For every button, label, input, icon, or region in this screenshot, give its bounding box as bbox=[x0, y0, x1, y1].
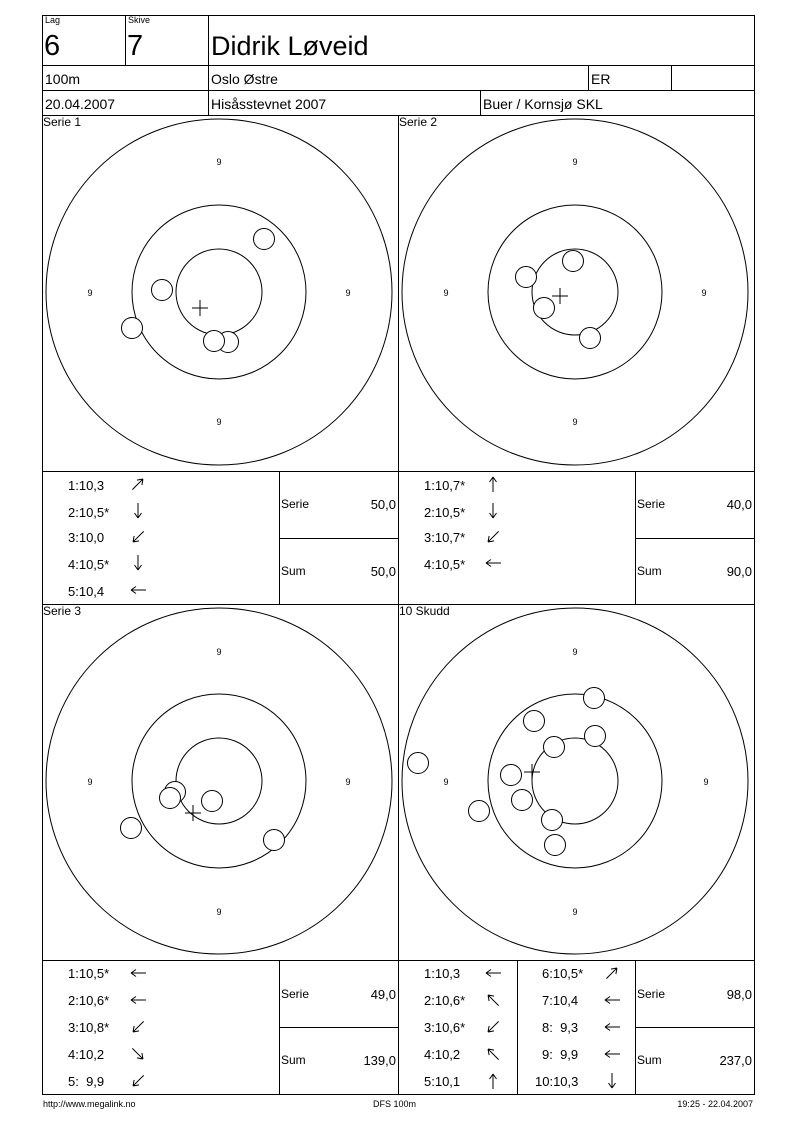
serie-label: Serie bbox=[637, 987, 666, 1001]
shot-hole bbox=[584, 688, 605, 709]
ring-label: 9 bbox=[87, 288, 93, 298]
shot-direction-left-icon bbox=[604, 992, 620, 1008]
shot-entry: 5:10,1 bbox=[424, 1074, 461, 1089]
panel-title-10-skudd: 10 Skudd bbox=[399, 604, 450, 618]
shot-direction-up-left-icon bbox=[485, 1046, 501, 1062]
shot-entry: 4:10,5* bbox=[68, 557, 110, 572]
shot-entry: 4:10,5* bbox=[424, 557, 466, 572]
ring-label: 9 bbox=[572, 417, 578, 427]
shot-entry: 2:10,5* bbox=[424, 505, 466, 520]
shot-direction-up-right-icon bbox=[604, 965, 620, 981]
shot-entry: 2:10,6* bbox=[68, 993, 110, 1008]
shot-hole bbox=[544, 737, 565, 758]
shot-direction-left-icon bbox=[485, 965, 501, 981]
event: Hisåsstevnet 2007 bbox=[211, 96, 327, 112]
shot-direction-left-icon bbox=[604, 1019, 620, 1035]
shot-hole bbox=[121, 818, 142, 839]
shot-entry: 3:10,0 bbox=[68, 530, 105, 545]
target-serie-2 bbox=[398, 115, 754, 471]
shot-direction-left-icon bbox=[130, 965, 146, 981]
skive-value: 7 bbox=[127, 30, 144, 62]
shot-direction-up-icon bbox=[485, 476, 501, 492]
shot-hole bbox=[160, 788, 181, 809]
ring-label: 9 bbox=[572, 907, 578, 917]
footer-system: DFS 100m bbox=[373, 1099, 417, 1109]
sum-value: 90,0 bbox=[726, 564, 752, 579]
shot-direction-down-icon bbox=[485, 503, 501, 519]
serie-label: Serie bbox=[637, 497, 666, 511]
sum-value: 50,0 bbox=[370, 564, 396, 579]
shot-entry: 4:10,2 bbox=[68, 1047, 105, 1062]
shot-direction-down-icon bbox=[130, 555, 146, 571]
shot-direction-up-icon bbox=[485, 1073, 501, 1089]
club: Oslo Østre bbox=[211, 71, 278, 87]
ring-label: 9 bbox=[345, 288, 351, 298]
shot-direction-down-left-icon bbox=[485, 529, 501, 545]
shot-direction-left-icon bbox=[130, 582, 146, 598]
shot-hole bbox=[408, 753, 429, 774]
shot-hole bbox=[501, 765, 522, 786]
panel-title-serie-3: Serie 3 bbox=[43, 604, 82, 618]
footer-url[interactable]: http://www.megalink.no bbox=[43, 1099, 136, 1109]
ring-label: 9 bbox=[703, 777, 709, 787]
sum-value: 237,0 bbox=[719, 1053, 752, 1068]
shooter-name: Didrik Løveid bbox=[211, 31, 369, 61]
shot-holes bbox=[516, 251, 601, 349]
shot-hole bbox=[563, 251, 584, 272]
serie-value: 50,0 bbox=[370, 497, 396, 512]
ring-label: 9 bbox=[443, 288, 449, 298]
shot-hole bbox=[545, 835, 566, 856]
shot-entry: 2:10,6* bbox=[424, 993, 466, 1008]
serie-value: 49,0 bbox=[370, 987, 396, 1002]
shot-direction-left-icon bbox=[604, 1046, 620, 1062]
shot-direction-down-left-icon bbox=[485, 1019, 501, 1035]
shot-hole bbox=[534, 298, 555, 319]
shot-entry: 1:10,3 bbox=[68, 478, 105, 493]
shot-entry: 3:10,8* bbox=[68, 1020, 110, 1035]
skive-label: Skive bbox=[128, 15, 151, 25]
date: 20.04.2007 bbox=[45, 96, 116, 112]
distance: 100m bbox=[45, 71, 81, 87]
ring-label: 9 bbox=[216, 157, 222, 167]
shot-direction-down-left-icon bbox=[130, 529, 146, 545]
serie-value: 98,0 bbox=[726, 987, 752, 1002]
sum-label: Sum bbox=[637, 564, 662, 578]
target-serie-1 bbox=[42, 115, 398, 471]
mean-point-cross bbox=[192, 300, 208, 316]
panel-title-serie-2: Serie 2 bbox=[399, 115, 438, 129]
ring-label: 9 bbox=[572, 157, 578, 167]
shot-holes bbox=[121, 782, 285, 851]
footer-timestamp: 19:25 - 22.04.2007 bbox=[677, 1099, 753, 1109]
sum-value: 139,0 bbox=[363, 1053, 396, 1068]
panel-title-serie-1: Serie 1 bbox=[43, 115, 82, 129]
shot-hole bbox=[580, 328, 601, 349]
shot-direction-down-icon bbox=[130, 503, 146, 519]
shot-direction-down-left-icon bbox=[130, 1073, 146, 1089]
shot-hole bbox=[585, 726, 606, 747]
mean-point-cross bbox=[524, 764, 540, 780]
target-10-skudd bbox=[398, 604, 754, 960]
shot-entry: 5: 9,9 bbox=[68, 1074, 105, 1089]
lag-label: Lag bbox=[45, 15, 61, 25]
shot-hole bbox=[204, 331, 225, 352]
ring-label: 9 bbox=[87, 777, 93, 787]
ring-label: 9 bbox=[345, 777, 351, 787]
shot-entry: 4:10,2 bbox=[424, 1047, 461, 1062]
shot-hole bbox=[516, 267, 537, 288]
shot-hole bbox=[469, 801, 490, 822]
shot-hole bbox=[122, 318, 143, 339]
shot-direction-down-right-icon bbox=[130, 1046, 146, 1062]
ring-label: 9 bbox=[216, 907, 222, 917]
shot-hole bbox=[512, 790, 533, 811]
organizer: Buer / Kornsjø SKL bbox=[483, 96, 603, 112]
sum-label: Sum bbox=[281, 1053, 306, 1067]
shot-entry: 2:10,5* bbox=[68, 505, 110, 520]
shot-direction-down-left-icon bbox=[130, 1019, 146, 1035]
shot-entry: 9: 9,9 bbox=[542, 1047, 579, 1062]
ring-label: 9 bbox=[216, 417, 222, 427]
shot-entry: 5:10,4 bbox=[68, 584, 105, 599]
shooter-class: ER bbox=[591, 71, 611, 87]
sum-label: Sum bbox=[281, 564, 306, 578]
sum-label: Sum bbox=[637, 1053, 662, 1067]
shot-hole bbox=[254, 229, 275, 250]
shot-direction-up-left-icon bbox=[485, 992, 501, 1008]
serie-label: Serie bbox=[281, 497, 310, 511]
shot-entry: 1:10,7* bbox=[424, 478, 466, 493]
ring-label: 9 bbox=[572, 647, 578, 657]
shot-hole bbox=[202, 791, 223, 812]
shot-hole bbox=[264, 830, 285, 851]
shot-entry: 10:10,3 bbox=[535, 1074, 579, 1089]
shot-entry: 8: 9,3 bbox=[542, 1020, 579, 1035]
shot-entry: 1:10,5* bbox=[68, 966, 110, 981]
target-serie-3 bbox=[42, 604, 398, 960]
shot-entry: 7:10,4 bbox=[542, 993, 579, 1008]
shot-direction-down-icon bbox=[604, 1073, 620, 1089]
shot-holes bbox=[408, 688, 606, 856]
shot-entry: 3:10,6* bbox=[424, 1020, 466, 1035]
shot-entry: 3:10,7* bbox=[424, 530, 466, 545]
shot-hole bbox=[542, 810, 563, 831]
ring-label: 9 bbox=[443, 777, 449, 787]
lag-value: 6 bbox=[44, 30, 61, 62]
shot-direction-left-icon bbox=[130, 992, 146, 1008]
serie-value: 40,0 bbox=[726, 497, 752, 512]
shot-hole bbox=[152, 280, 173, 301]
serie-label: Serie bbox=[281, 987, 310, 1001]
ring-label: 9 bbox=[216, 647, 222, 657]
mean-point-cross bbox=[552, 288, 568, 304]
shot-entry: 6:10,5* bbox=[542, 966, 584, 981]
shot-direction-up-right-icon bbox=[130, 476, 146, 492]
ring-label: 9 bbox=[701, 288, 707, 298]
shot-entry: 1:10,3 bbox=[424, 966, 461, 981]
shot-hole bbox=[524, 711, 545, 732]
shot-direction-left-icon bbox=[485, 555, 501, 571]
